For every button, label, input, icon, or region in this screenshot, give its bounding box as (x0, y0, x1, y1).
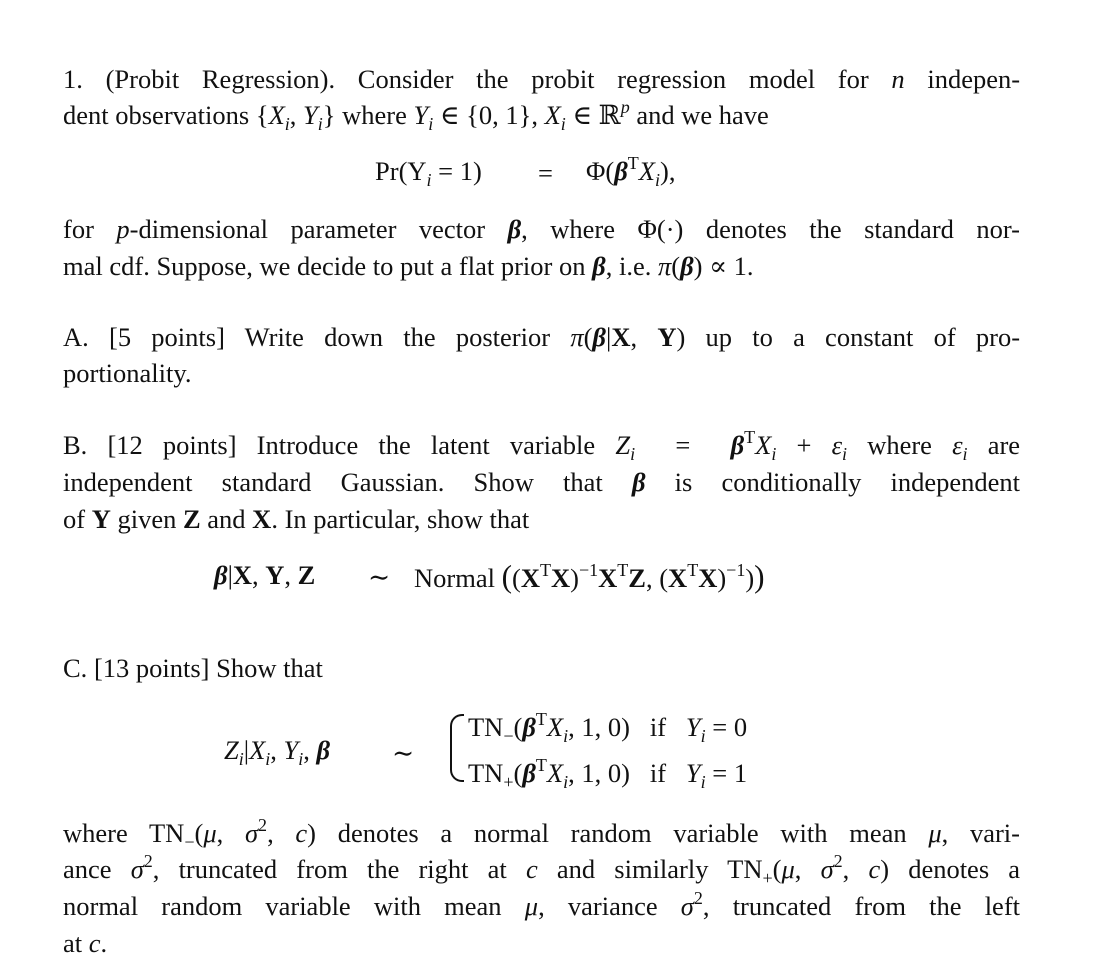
probit-equals: = (538, 158, 553, 188)
part-c-where-2: ance $\sigma^2$, truncated from the right at c and similarly $TN_+(\mu$, $\sigma^2$, c) denotes a (63, 850, 1021, 888)
part-c-label: C. (63, 653, 88, 683)
probit-equation: $Pr(Y_i = 1)$ (375, 156, 482, 190)
part-a-line-1: A. [5 points] Write down the posterior π(β|X, Y) up to a constant of pro- (63, 322, 1021, 352)
part-b-line-2: independent standard Gaussian. Show that β is conditionally independent (63, 467, 1020, 497)
part-c-line-1: C. [13 points] Show that (63, 653, 323, 683)
part-b-line-1: B. [12 points] Introduce the latent variable $Z_i = \beta^TX_i + \varepsilon_i$ where $\varepsilon_i$ are (63, 426, 1021, 464)
problem-line-4: mal cdf. Suppose, we decide to put a flat prior on β, i.e. π(β) ∝ 1. (63, 251, 754, 281)
case-row-1: $TN_-(\beta^TX_i$, 1, 0) if $Y_i = 0$ (468, 708, 748, 746)
probit-rhs: $\Phi(\beta^TX_i)$, (586, 152, 676, 190)
beta-conditional-lhs: β|X, Y, Z (214, 560, 316, 590)
part-c-where-3: normal random variable with mean μ, variance $\sigma^2$, truncated from the left (63, 887, 1021, 921)
part-b-line-3: of Y given Z and X. In particular, show that (63, 504, 530, 534)
part-b-points: [12 points] (107, 430, 237, 460)
part-c-where-1: where $TN_-(\mu$, $\sigma^2$, c) denotes a normal random variable with mean μ, vari- (63, 814, 1020, 852)
part-a-line-2: portionality. (63, 358, 192, 388)
part-a-points: [5 points] (109, 322, 225, 352)
z-conditional-lhs: $Z_i|X_i$, $Y_i$, β (224, 735, 331, 769)
problem-line-3: for p-dimensional parameter vector β, where Φ(·) denotes the standard nor- (63, 214, 1020, 244)
z-conditional-sim: ∼ (392, 738, 415, 768)
problem-number: 1. (63, 64, 83, 94)
part-b-label: B. (63, 430, 88, 460)
case-row-2: $TN_+(\beta^TX_i$, 1, 0) if $Y_i = 1$ (468, 754, 748, 792)
beta-conditional-sim: ∼ (368, 562, 391, 592)
part-c-points: [13 points] (93, 653, 210, 683)
problem-line-2: dent observations {$X_i$, $Y_i$} where $Y_i$ ∈ {0, 1}, $X_i$ ∈ ℝ$^p$ and we have (63, 96, 769, 134)
part-a-label: A. (63, 322, 89, 352)
part-c-where-4: at c. (63, 928, 108, 958)
problem-title: (Probit Regression). (105, 64, 336, 94)
beta-conditional-rhs: Normal ($(X^TX)^{-1}X^TZ$, $(X^TX)^{-1}$)) (414, 559, 765, 594)
cases-brace (450, 714, 464, 782)
problem-line-1: 1. (Probit Regression). Consider the probit regression model for n indepen- (63, 64, 1021, 94)
